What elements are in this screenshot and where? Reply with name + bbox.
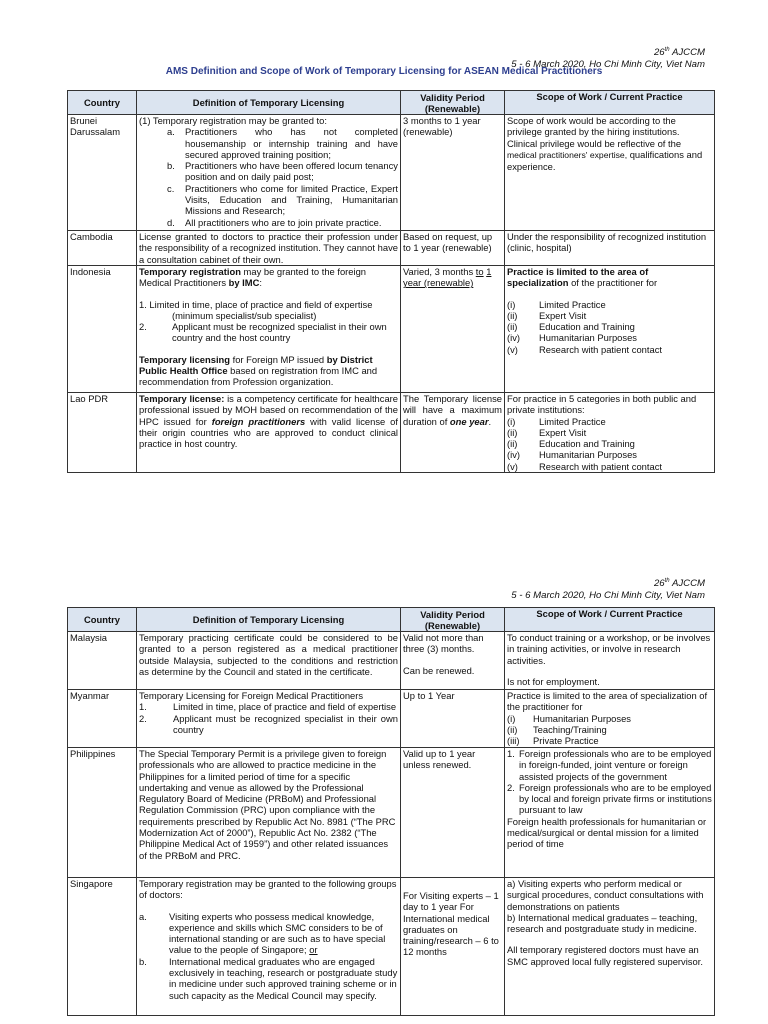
validity-singapore: For Visiting experts – 1 day to 1 year For International medical graduates on training/research – 6 to 12 months (401, 878, 505, 1016)
licensing-table-1 (67, 90, 715, 473)
country-indonesia: Indonesia (68, 266, 137, 393)
col-definition: Definition of Temporary Licensing (137, 608, 401, 632)
definition-indonesia: Temporary registration may be granted to the foreign Medical Practitioners by IMC: 1. Limited in time, place of practice and field of expertise (minimum specialist/sub specialist) 2. Applicant must be recognized specialist in their own country and the host country Temporary licensing for Foreign MP issued by District Public Health Office based on registration from IMC and recommendation from Profession organization. (137, 266, 401, 393)
table-header-row (68, 91, 715, 115)
country-malaysia: Malaysia (68, 632, 137, 690)
definition-myanmar: Temporary Licensing for Foreign Medical Practitioners 1. Limited in time, place of practice and field of expertise 2. Applicant must be recognized specialist in their own country (137, 690, 401, 748)
scope-malaysia: To conduct training or a workshop, or be involves in training activities, or involve in research activities. Is not for employment. (505, 632, 715, 690)
table-row (68, 748, 715, 878)
scope-philippines: 1. Foreign professionals who are to be employed in foreign-funded, joint venture or foreign assisted projects of the government 2. Foreign professionals who are to be employed by local and foreign private firms or institutions pursuant to law Foreign health professionals for humanitarian or medical/surgical or dental mission for a limited period of time (505, 748, 715, 878)
definition-singapore: Temporary registration may be granted to the following groups of doctors: a. Visiting experts who possess medical knowledge, experience and skills which SMC considers to be of international standing or are such as to have special value to the people of Singapore; or b. International medical graduates who are engaged exclusively in teaching, research or postgraduate study in medicine under such approved training scheme or in such capacity as the Medical Council may specify. (137, 878, 401, 1016)
conference-place: 5 - 6 March 2020, Ho Chi Minh City, Viet Nam (511, 59, 705, 71)
definition-malaysia: Temporary practicing certificate could be considered to be granted to a person registered as a medical practitioner outside Malaysia, subjected to the conditions and restriction as determine by the Council and stated in the certificate. (137, 632, 401, 690)
validity-brunei: 3 months to 1 year (renewable) (401, 115, 505, 231)
table-row (68, 690, 715, 748)
scope-indonesia: Practice is limited to the area of specialization of the practitioner for (i) Limited Practice (ii) Expert Visit (ii) Education and Training (iv) Humanitarian Purposes (v) Research with patient contact (505, 266, 715, 393)
validity-cambodia: Based on request, up to 1 year (renewable) (401, 231, 505, 266)
col-validity: Validity Period (Renewable) (401, 608, 505, 632)
scope-brunei: Scope of work would be according to the privilege granted by the hiring institutions. Clinical privilege would be reflective of the medical practitioners' expertise, qualifications and experience. (505, 115, 715, 231)
definition-brunei: (1) Temporary registration may be granted to: a. Practitioners who has not completed housemanship or internship training and have secured approved training position; b. Practitioners who have been offered locum tenancy position and on daily paid post; c. Practitioners who come for limited Practice, Expert Visits, Education and Training, Humanitarian Missions and Research; d. All practitioners who are to join private practice. (137, 115, 401, 231)
validity-lao: The Temporary license will have a maximum duration of one year. (401, 393, 505, 473)
validity-philippines: Valid up to 1 year unless renewed. (401, 748, 505, 878)
table-row (68, 632, 715, 690)
col-scope: Scope of Work / Current Practice (505, 91, 715, 115)
definition-cambodia: License granted to doctors to practice their profession under the responsibility of a recognized institution. They cannot have a consultation cabinet of their own. (137, 231, 401, 266)
table-row (68, 231, 715, 266)
definition-lao: Temporary license: is a competency certificate for healthcare professional issued by MOH based on recommendation of the HPC issued for foreign practitioners with valid license of their origin countries who are approved to conduct clinical practice in host country. (137, 393, 401, 473)
col-validity: Validity Period (Renewable) (401, 91, 505, 115)
validity-myanmar: Up to 1 Year (401, 690, 505, 748)
col-scope: Scope of Work / Current Practice (505, 608, 715, 632)
country-singapore: Singapore (68, 878, 137, 1016)
conference-name: 26th AJCCM (653, 47, 705, 59)
table-row (68, 115, 715, 231)
table-row (68, 878, 715, 1016)
col-country: Country (68, 91, 137, 115)
page-title: AMS Definition and Scope of Work of Temporary Licensing for ASEAN Medical Practitioners (165, 66, 603, 77)
conference-place-2: 5 - 6 March 2020, Ho Chi Minh City, Viet Nam (511, 590, 705, 602)
licensing-table-2 (67, 607, 715, 1016)
table-row (68, 266, 715, 393)
scope-singapore: a) Visiting experts who perform medical or surgical procedures, conduct consultations with demonstrations on patients b) International medical graduates – teaching, research and postgraduate study in medicine. All temporary registered doctors must have an SMC approved local fully registered supervisor. (505, 878, 715, 1016)
country-brunei: Brunei Darussalam (68, 115, 137, 231)
table-row (68, 393, 715, 473)
country-myanmar: Myanmar (68, 690, 137, 748)
scope-lao: For practice in 5 categories in both public and private institutions: (i) Limited Practice (ii) Expert Visit (ii) Education and Training (iv) Humanitarian Purposes (v) Research with patient contact (505, 393, 715, 473)
country-lao: Lao PDR (68, 393, 137, 473)
validity-malaysia: Valid not more than three (3) months. Can be renewed. (401, 632, 505, 690)
page-header-2 (511, 575, 705, 602)
conference-name-2: 26th AJCCM (653, 578, 705, 590)
definition-philippines: The Special Temporary Permit is a privilege given to foreign professionals who are allowed to practice medicine in the Philippines for a limited period of time for a specific undertaking and venue as allowed by the Professional Regulatory Board of Medicine (PRBoM) and Professional Regulation Commission (PRC) upon compliance with the requirements prescribed by Republic Act No. 8981 (“The PRC Modernization Act of 2000”), Republic Act No. 2382 (“The Philippine Medical Act of 1959”) and other related issuances of the PRBoM and PRC. (137, 748, 401, 878)
col-definition: Definition of Temporary Licensing (137, 91, 401, 115)
country-cambodia: Cambodia (68, 231, 137, 266)
col-country: Country (68, 608, 137, 632)
validity-indonesia: Varied, 3 months to 1 year (renewable) (401, 266, 505, 393)
table-header-row (68, 608, 715, 632)
scope-cambodia: Under the responsibility of recognized institution (clinic, hospital) (505, 231, 715, 266)
country-philippines: Philippines (68, 748, 137, 878)
scope-myanmar: Practice is limited to the area of specialization of the practitioner for (i) Humanitarian Purposes (ii) Teaching/Training (iii) Private Practice (505, 690, 715, 748)
